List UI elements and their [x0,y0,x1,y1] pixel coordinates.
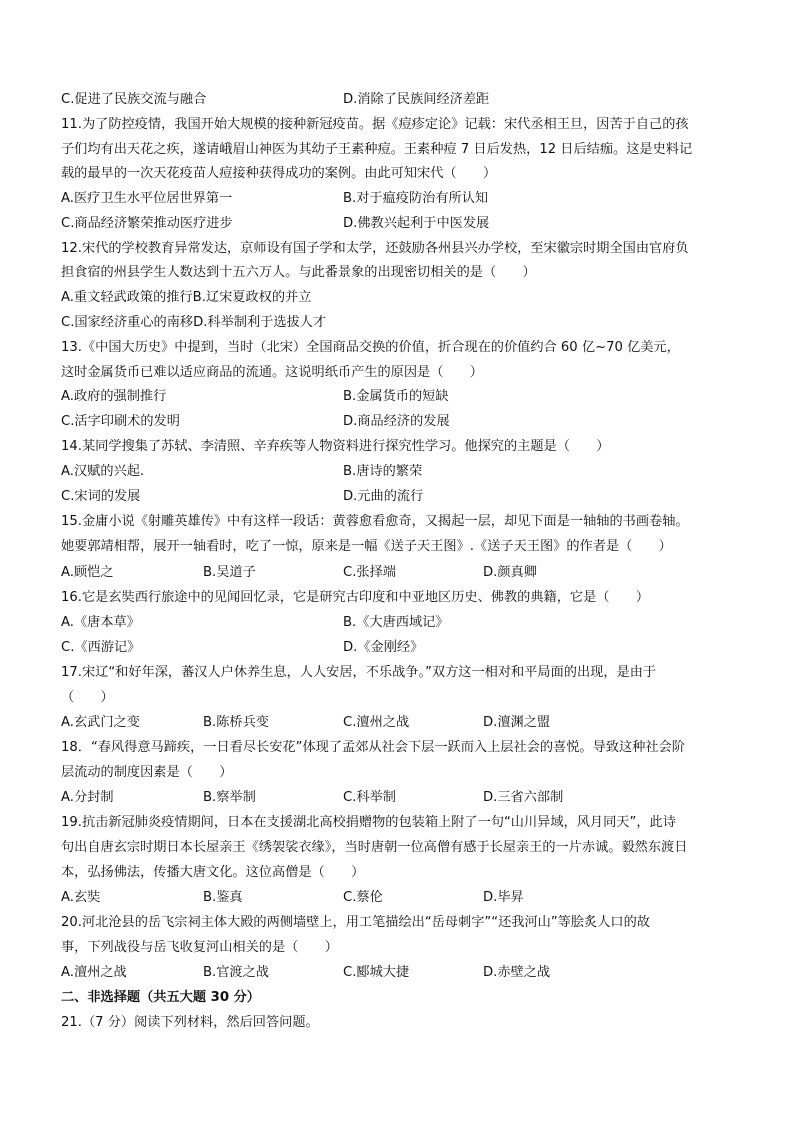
q11-option-d: D.佛教兴起利于中医发展 [343,216,490,231]
q11-option-b: B.对于瘟疫防治有所认知 [343,191,489,206]
q13-option-b: B.金属货币的短缺 [343,389,449,404]
q18-option-d: D.三省六部制 [483,790,564,805]
q18-option-b: B.察举制 [203,790,256,805]
q19-option-b: B.鉴真 [203,890,243,905]
q15-option-b: B.吴道子 [203,565,256,580]
q19-option-a: A.玄奘 [61,890,101,905]
q17-option-d: D.澶渊之盟 [483,715,551,730]
q15-option-a: A.顾恺之 [61,565,114,580]
q11-option-c: C.商品经济繁荣推动医疗进步 [61,216,233,231]
q11-option-a: A.医疗卫生水平位居世界第一 [61,191,233,206]
q16-option-c: C.《西游记》 [61,640,141,655]
q16-option-d: D.《金刚经》 [343,640,424,655]
q14-option-b: B.唐诗的繁荣 [343,464,423,479]
q21-stem: 21.（7 分）阅读下列材料，然后回答问题。 [61,1015,319,1030]
q10-option-c: C.促进了民族交流与融合 [61,92,207,107]
q14-stem-line1: 14.某同学搜集了苏轼、李清照、辛弃疾等人物资料进行探究性学习。他探究的主题是（ ） [61,439,610,454]
q13-option-d: D.商品经济的发展 [343,414,450,429]
q19-stem-line2: 句出自唐玄宗时期日本长屋亲王《绣袈裟衣缘》，当时唐朝一位高僧有感于长屋亲王的一片赤诚。毅然东渡日 [61,840,688,855]
q19-stem-line3: 本，弘扬佛法，传播大唐文化。这位高僧是（ ） [61,865,365,880]
q19-stem-line1: 19.抗击新冠肺炎疫情期间，日本在支援湖北高校捐赠物的包装箱上附了一句“山川异域，风月同天”，此诗 [61,815,676,830]
q15-option-c: C.张择端 [343,565,396,580]
q19-option-d: D.毕昇 [483,890,524,905]
q16-option-a: A.《唐本草》 [61,615,140,630]
q18-stem-line1: 18．“春风得意马蹄疾，一日看尽长安花”体现了孟郊从社会下层一跃而入上层社会的喜悦。导致这种社会阶 [61,740,685,755]
q17-option-c: C.澶州之战 [343,715,410,730]
q16-stem-line1: 16.它是玄奘西行旅途中的见闻回忆录，它是研究古印度和中亚地区历史、佛教的典籍，它是（ ） [61,590,650,605]
q10-option-d: D.消除了民族间经济差距 [343,92,490,107]
q20-option-d: D.赤壁之战 [483,965,551,980]
q18-option-a: A.分封制 [61,790,114,805]
q16-option-b: B.《大唐西域记》 [343,615,449,630]
q18-option-c: C.科举制 [343,790,396,805]
q11-stem-line2: 子们均有出天花之疾，遂请峨眉山神医为其幼子王素种痘。王素种痘 7 日后发热，12 日后结痂。这是史料记 [61,142,693,157]
q20-option-c: C.郾城大捷 [343,965,410,980]
q20-option-a: A.澶州之战 [61,965,127,980]
q13-option-c: C.活字印刷术的发明 [61,414,180,429]
q20-stem-line2: 事，下列战役与岳飞收复河山相关的是（ ） [61,940,338,955]
q20-option-b: B.官渡之战 [203,965,269,980]
q12-options-ab: A.重文轻武政策的推行B.辽宋夏政权的并立 [61,290,312,305]
q13-option-a: A.政府的强制推行 [61,389,167,404]
q13-stem-line2: 这时金属货币已难以适应商品的流通。这说明纸币产生的原因是（ ） [61,365,483,380]
q12-stem-line2: 担食宿的州县学生人数达到十五六万人。与此番景象的出现密切相关的是（ ） [61,265,536,280]
q12-options-cd: C.国家经济重心的南移D.科举制利于选拔人才 [61,315,327,330]
q15-stem-line2: 她要郭靖相帮，展开一轴看时，吃了一惊，原来是一幅《送子天王图》.《送子天王图》的作者是（ ） [61,539,672,554]
q20-stem-line1: 20.河北沧县的岳飞宗祠主体大殿的两侧墙壁上，用工笔描绘出“岳母刺字”“还我河山”等脍炙人口的故 [61,915,650,930]
q13-stem-line1: 13.《中国大历史》中提到，当时（北宋）全国商品交换的价值，折合现在的价值约合 60 亿~70 亿美元， [61,340,680,355]
q14-option-a: A.汉赋的兴起. [61,464,145,479]
q11-stem-line3: 载的最早的一次天花疫苗人痘接种获得成功的案例。由此可知宋代（ ） [61,166,497,181]
q18-stem-line2: 层流动的制度因素是（ ） [61,765,233,780]
q14-option-c: C.宋词的发展 [61,489,141,504]
q19-option-c: C.蔡伦 [343,890,383,905]
q17-option-b: B.陈桥兵变 [203,715,269,730]
q17-stem-line2: （ ） [61,690,114,705]
q15-stem-line1: 15.金庸小说《射雕英雄传》中有这样一段话：黄蓉愈看愈奇，又揭起一层，却见下面是一轴轴的书画卷轴。 [61,514,689,529]
q11-stem-line1: 11.为了防控疫情，我国开始大规模的接种新冠疫苗。据《痘疹定论》记载：宋代丞相王旦，因苦于自己的孩 [61,117,689,132]
q12-stem-line1: 12.宋代的学校教育异常发达，京师设有国子学和太学，还鼓励各州县兴办学校，至宋徽宗时期全国由官府负 [61,241,689,256]
q14-option-d: D.元曲的流行 [343,489,424,504]
q15-option-d: D.颜真卿 [483,565,537,580]
section-heading: 二、非选择题（共五大题 30 分） [61,990,260,1005]
q17-stem-line1: 17.宋辽“和好年深，蕃汉人户休养生息，人人安居，不乐战争。”双方这一相对和平局面的出现，是由于 [61,665,657,680]
q17-option-a: A.玄武门之变 [61,715,140,730]
